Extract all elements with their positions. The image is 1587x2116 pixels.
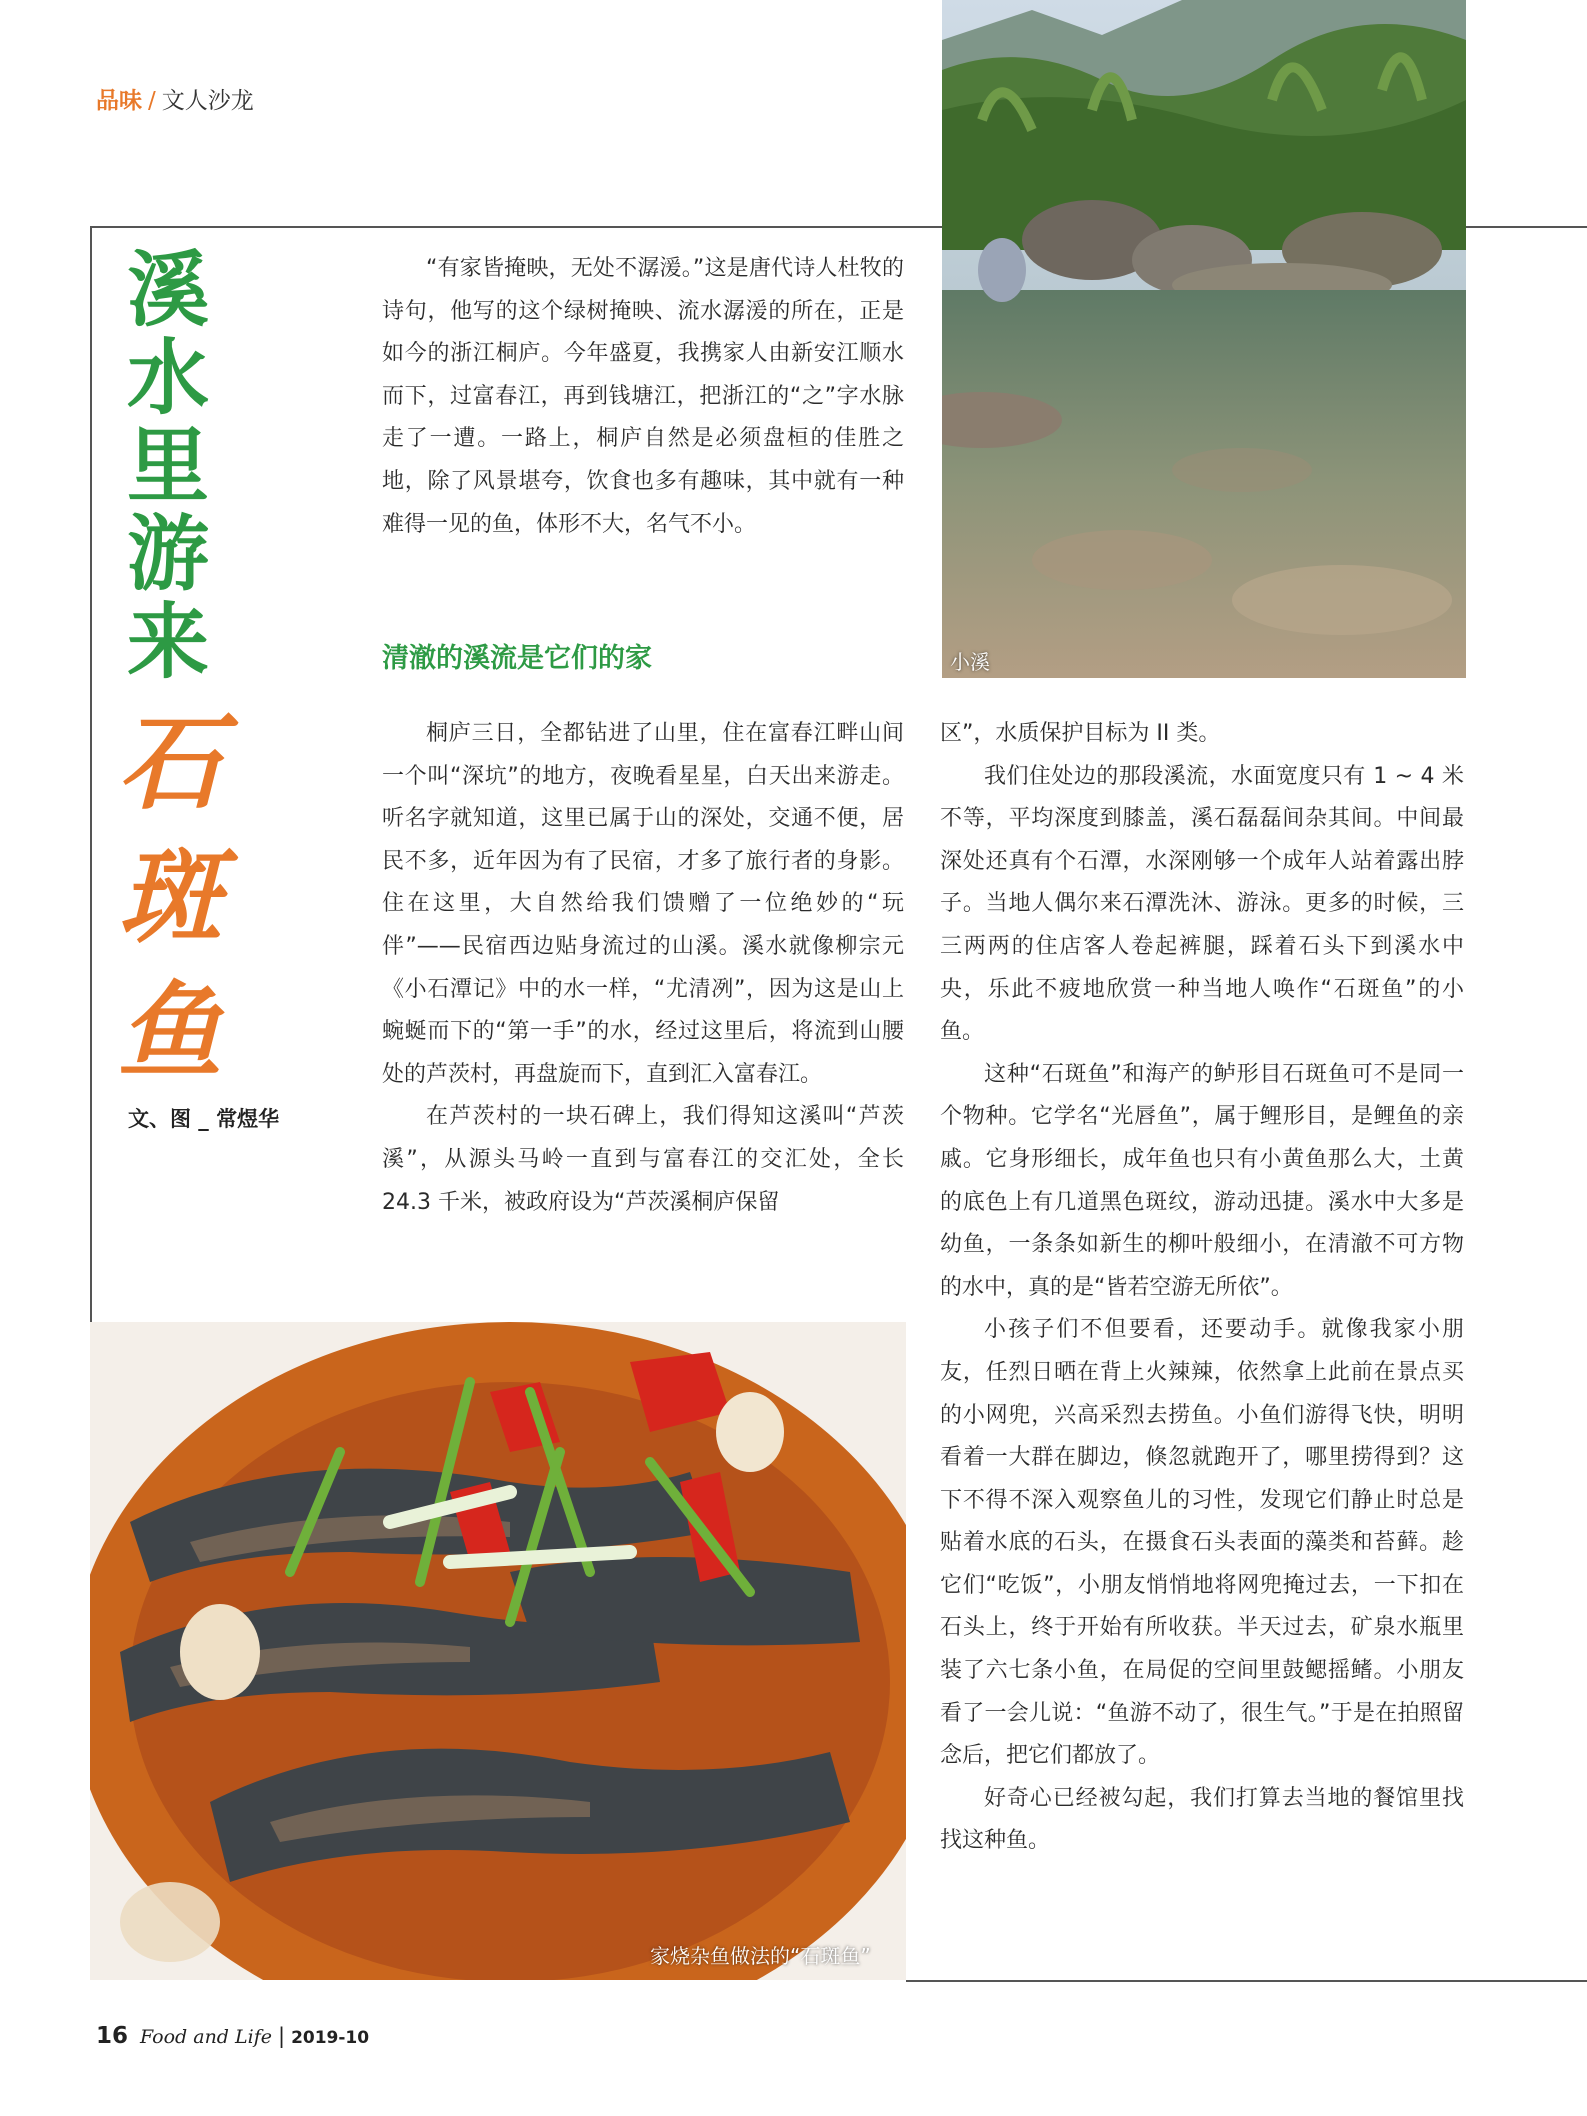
stream-photo-caption: 小溪 <box>950 650 990 674</box>
frame-rule-top-right <box>1466 226 1587 228</box>
section-name: 品味 <box>96 88 142 114</box>
paragraph: 桐庐三日，全都钻进了山里，住在富春江畔山间一个叫“深坑”的地方，夜晚看星星，白天出来游走。听名字就知道，这里已属于山的深处，交通不便，居民不多，近年因为有了民宿，才多了旅行者的身影。住在这里，大自然给我们馈赠了一位绝妙的“玩伴”——民宿西边贴身流过的山溪。溪水就像柳宗元《小石潭记》中的水一样，“尤清冽”，因为这是山上蜿蜒而下的“第一手”的水，经过这里后，将流到山腰处的芦茨村，再盘旋而下，直到汇入富春江。 <box>382 721 904 1087</box>
intro-text <box>382 248 904 546</box>
body-column-2 <box>940 713 1464 1863</box>
fish-dish-photo <box>90 1322 906 1980</box>
page-number: 16 <box>96 2023 129 2049</box>
subsection-name: 文人沙龙 <box>161 88 254 114</box>
page-footer <box>96 2023 369 2049</box>
paragraph: 小孩子们不但要看，还要动手。就像我家小朋友，任烈日晒在背上火辣辣，依然拿上此前在景点买的小网兜，兴高采烈去捞鱼。小鱼们游得飞快，明明看着一大群在脚边，倏忽就跑开了，哪里捞得到？这下不得不深入观察鱼儿的习性，发现它们静止时总是贴着水底的石头，在摄食石头表面的藻类和苔藓。趁它们“吃饭”，小朋友悄悄地将网兜掩过去，一下扣在石头上，终于开始有所收获。半天过去，矿泉水瓶里装了六七条小鱼，在局促的空间里鼓鳃摇鳍。小朋友看了一会儿说：“鱼游不动了，很生气。”于是在拍照留念后，把它们都放了。 <box>940 1317 1464 1769</box>
stream-photo <box>942 0 1466 678</box>
subheading: 清澈的溪流是它们的家 <box>382 643 652 674</box>
footer-divider: | <box>277 2024 286 2048</box>
body-column-1 <box>382 713 904 1224</box>
frame-rule-left <box>90 226 92 1322</box>
frame-rule-top <box>90 226 942 228</box>
intro-paragraph: “有家皆掩映，无处不潺湲。”这是唐代诗人杜牧的诗句，他写的这个绿树掩映、流水潺湲的所在，正是如今的浙江桐庐。今年盛夏，我携家人由新安江顺水而下，过富春江，再到钱塘江，把浙江的“之”字水脉走了一遭。一路上，桐庐自然是必须盘桓的佳胜之地，除了风景堪夸，饮食也多有趣味，其中就有一种难得一见的鱼，体形不大，名气不小。 <box>382 256 904 537</box>
byline: 文、图 _ 常煜华 <box>128 1106 280 1131</box>
paragraph: 好奇心已经被勾起，我们打算去当地的餐馆里找找这种鱼。 <box>940 1785 1464 1854</box>
paragraph-continuation: 区”，水质保护目标为 II 类。 <box>940 721 1221 746</box>
section-label <box>96 82 254 115</box>
fish-dish-caption: 家烧杂鱼做法的“石斑鱼” <box>650 1944 871 1968</box>
article-title-orange: 石斑鱼 <box>117 701 222 1092</box>
paragraph: 我们住处边的那段溪流，水面宽度只有 1 ~ 4 米不等，平均深度到膝盖，溪石磊磊间杂其间。中间最深处还真有个石潭，水深刚够一个成年人站着露出脖子。当地人偶尔来石潭洗沐、游泳。更多的时候，三三两两的住店客人卷起裤腿，踩着石头下到溪水中央，乐此不疲地欣赏一种当地人唤作“石斑鱼”的小鱼。 <box>940 763 1464 1045</box>
magazine-name: Food and Life <box>140 2026 272 2048</box>
frame-rule-bottom <box>906 1980 1587 1982</box>
issue-date: 2019-10 <box>291 2028 370 2048</box>
paragraph: 在芦茨村的一块石碑上，我们得知这溪叫“芦茨溪”，从源头马岭一直到与富春江的交汇处，全长 24.3 千米，被政府设为“芦茨溪桐庐保留 <box>382 1104 904 1215</box>
article-title-green: 溪水里游来 <box>126 242 209 690</box>
section-separator: / <box>148 88 156 114</box>
paragraph: 这种“石斑鱼”和海产的鲈形目石斑鱼可不是同一个物种。它学名“光唇鱼”，属于鲤形目，是鲤鱼的亲戚。它身形细长，成年鱼也只有小黄鱼那么大，土黄的底色上有几道黑色斑纹，游动迅捷。溪水中大多是幼鱼，一条条如新生的柳叶般细小，在清澈不可方物的水中，真的是“皆若空游无所依”。 <box>940 1061 1464 1300</box>
